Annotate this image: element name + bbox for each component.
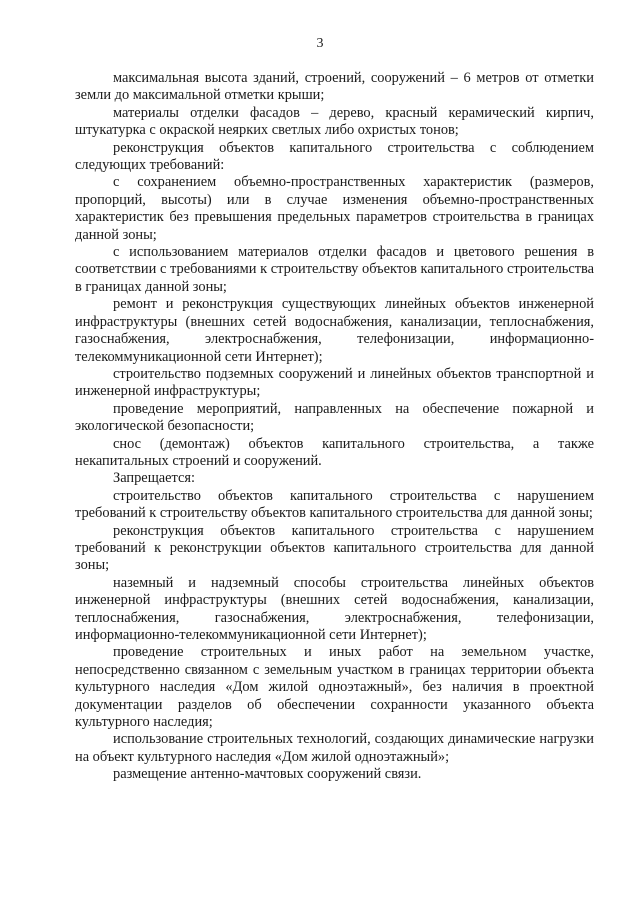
paragraph-demolition: снос (демонтаж) объектов капитального строительства, а также некапитальных строений и сооружений. <box>75 435 594 469</box>
paragraph-prohibited-construction: строительство объектов капитального строительства с нарушением требований к строительству объектов капитального строительства для данной зоны; <box>75 487 594 522</box>
paragraph-finishing-materials: с использованием материалов отделки фасадов и цветового решения в соответствии с требованиями к строительству объектов капитального строительства в границах данной зоны; <box>75 244 594 295</box>
paragraph-fire-safety: проведение мероприятий, направленных на обеспечение пожарной и экологической безопасности; <box>75 400 594 435</box>
paragraph-prohibited-heading: Запрещается: <box>113 470 196 487</box>
paragraph-prohibited-reconstruction: реконструкция объектов капитального строительства с нарушением требований к реконструкции объектов капитального строительства для данной зоны; <box>75 522 594 574</box>
paragraph-prohibited-antenna: размещение антенно-мачтовых сооружений связи. <box>113 766 422 783</box>
paragraph-prohibited-overground-lines: наземный и надземный способы строительства линейных объектов инженерной инфраструктуры (внешних сетей водоснабжения, канализации, теплоснабжения, газоснабжения, электроснабжения, телефонизации, информационно-телекоммуникационной сети Интернет); <box>75 574 594 643</box>
paragraph-max-height: максимальная высота зданий, строений, сооружений – 6 метров от отметки земли до максимальной отметки крыши; <box>75 70 594 104</box>
paragraph-underground-construction: строительство подземных сооружений и линейных объектов транспортной и инженерной инфраструктуры; <box>75 365 594 400</box>
paragraph-reconstruction-requirements: реконструкция объектов капитального строительства с соблюдением следующих требований: <box>75 139 594 174</box>
document-body <box>75 70 594 784</box>
paragraph-volume-preservation: с сохранением объемно-пространственных характеристик (размеров, пропорций, высоты) или в случае изменения объемно-пространственных характеристик без превышения предельных параметров строительства в границах данной зоны; <box>75 174 594 243</box>
paragraph-facade-materials: материалы отделки фасадов – дерево, красный керамический кирпич, штукатурка с окраской неярких светлых либо охристых тонов; <box>75 104 594 139</box>
page-number: 3 <box>316 36 324 51</box>
paragraph-repair-linear-objects: ремонт и реконструкция существующих линейных объектов инженерной инфраструктуры (внешних сетей водоснабжения, канализации, теплоснабжения, газоснабжения, электроснабжения, телефонизации, информационно-телекоммуникационной сети Интернет); <box>75 296 594 365</box>
paragraph-prohibited-dynamic-loads: использование строительных технологий, создающих динамические нагрузки на объект культурного наследия «Дом жилой одноэтажный»; <box>75 731 594 765</box>
paragraph-prohibited-works-without-docs: проведение строительных и иных работ на земельном участке, непосредственно связанном с земельным участком в границах территории объекта культурного наследия «Дом жилой одноэтажный», без наличия в проектной документации разделов об обеспечении сохранности указанного объекта культурного наследия; <box>75 644 594 731</box>
